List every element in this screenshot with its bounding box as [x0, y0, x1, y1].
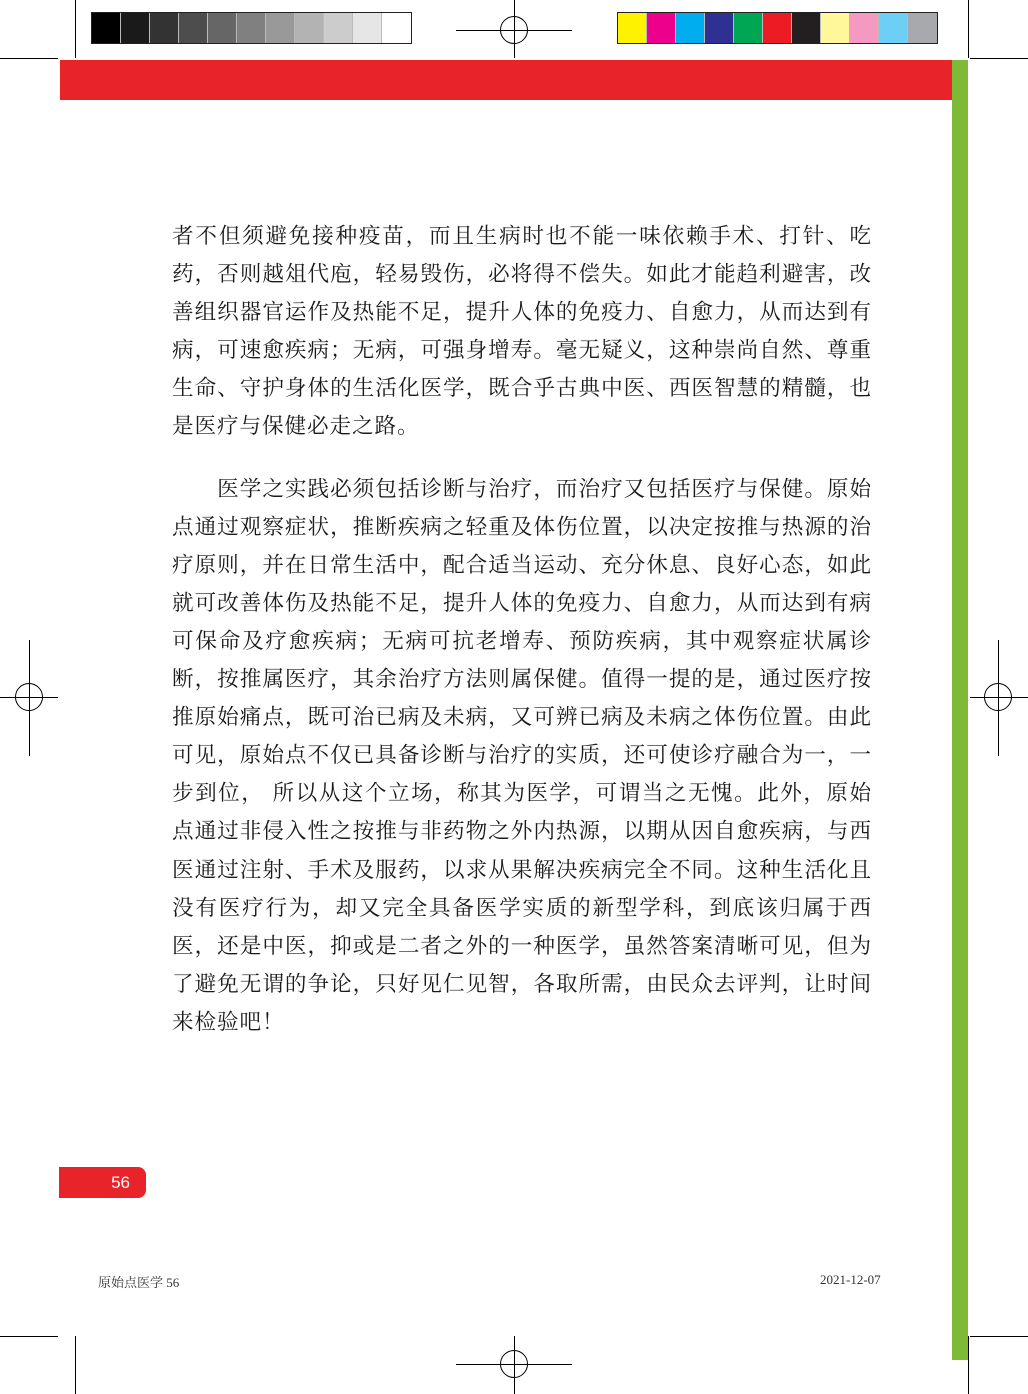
paragraph-1: 者不但须避免接种疫苗，而且生病时也不能一味依赖手术、打针、吃药，否则越俎代庖，轻易毁伤，必将得不偿失。如此才能趋利避害，改善组织器官运作及热能不足，提升人体的免疫力、自愈力，从而达到有病，可速愈疾病；无病，可强身增寿。毫无疑义，这种崇尚自然、尊重生命、守护身体的生活化医学，既合乎古典中医、西医智慧的精髓，也是医疗与保健必走之路。	[172, 224, 872, 440]
process-color-swatch	[821, 13, 850, 43]
paragraph-2: 医学之实践必须包括诊断与治疗，而治疗又包括医疗与保健。原始点通过观察症状，推断疾病之轻重及体伤位置，以决定按推与热源的治疗原则，并在日常生活中，配合适当运动、充分休息、良好心态，如此就可改善体伤及热能不足，提升人体的免疫力、自愈力，从而达到有病可保命及疗愈疾病；无病可抗老增寿、预防疾病，其中观察症状属诊断，按推属医疗，其余治疗方法则属保健。值得一提的是，通过医疗按推原始痛点，既可治已病及未病，又可辨已病及未病之体伤位置。由此可见，原始点不仅已具备诊断与治疗的实质，还可使诊疗融合为一，一步到位， 所以从这个立场，称其为医学，可谓当之无愧。此外，原始点通过非侵入性之按推与非药物之外内热源，以期从因自愈疾病，与西医通过注射、手术及服药，以求从果解决疾病完全不同。这种生活化且没有医疗行为，却又完全具备医学实质的新型学科，到底该归属于西医，还是中医，抑或是二者之外的一种医学，虽然答案清晰可见，但为了避免无谓的争论，只好见仁见智，各取所需，由民众去评判，让时间来检验吧！	[172, 476, 872, 1035]
process-color-swatch	[792, 13, 821, 43]
side-green-strip	[952, 60, 968, 1360]
body-text	[172, 218, 872, 1042]
registration-line-right-h	[970, 697, 1028, 698]
crop-mark-bl-h	[0, 1336, 58, 1337]
registration-line-top-v	[514, 0, 515, 58]
process-color-swatch	[763, 13, 792, 43]
process-color-swatch	[676, 13, 705, 43]
color-calibration-bar	[617, 12, 938, 44]
gray-swatch	[295, 13, 324, 43]
page-number-badge	[59, 1167, 146, 1198]
registration-line-right-v	[998, 640, 999, 756]
page-number: 56	[111, 1172, 130, 1192]
crop-mark-tr-v	[968, 0, 969, 58]
gray-swatch	[150, 13, 179, 43]
gray-swatch	[92, 13, 121, 43]
crop-mark-br-v	[968, 1336, 969, 1394]
gray-swatch	[353, 13, 382, 43]
crop-mark-tl-h	[0, 58, 58, 59]
process-color-swatch	[647, 13, 676, 43]
process-color-swatch	[850, 13, 879, 43]
grayscale-calibration-bar	[91, 12, 412, 44]
gray-swatch	[266, 13, 295, 43]
gray-swatch	[324, 13, 353, 43]
process-color-swatch	[618, 13, 647, 43]
crop-mark-br-h	[970, 1336, 1028, 1337]
gray-swatch	[179, 13, 208, 43]
print-slug-date: 2021-12-07	[820, 1272, 881, 1287]
crop-mark-tr-h	[970, 58, 1028, 59]
registration-line-left-v	[29, 640, 30, 756]
gray-swatch	[121, 13, 150, 43]
gray-swatch	[237, 13, 266, 43]
crop-mark-bl-v	[75, 1336, 76, 1394]
print-slug-left: 原始点医学 56	[98, 1275, 180, 1290]
process-color-swatch	[879, 13, 908, 43]
process-color-swatch	[705, 13, 734, 43]
registration-line-bottom-v	[514, 1336, 515, 1394]
gray-swatch	[208, 13, 237, 43]
crop-mark-tl-v	[75, 0, 76, 58]
header-red-band	[60, 60, 952, 100]
process-color-swatch	[734, 13, 763, 43]
process-color-swatch	[908, 13, 937, 43]
gray-swatch	[382, 13, 411, 43]
